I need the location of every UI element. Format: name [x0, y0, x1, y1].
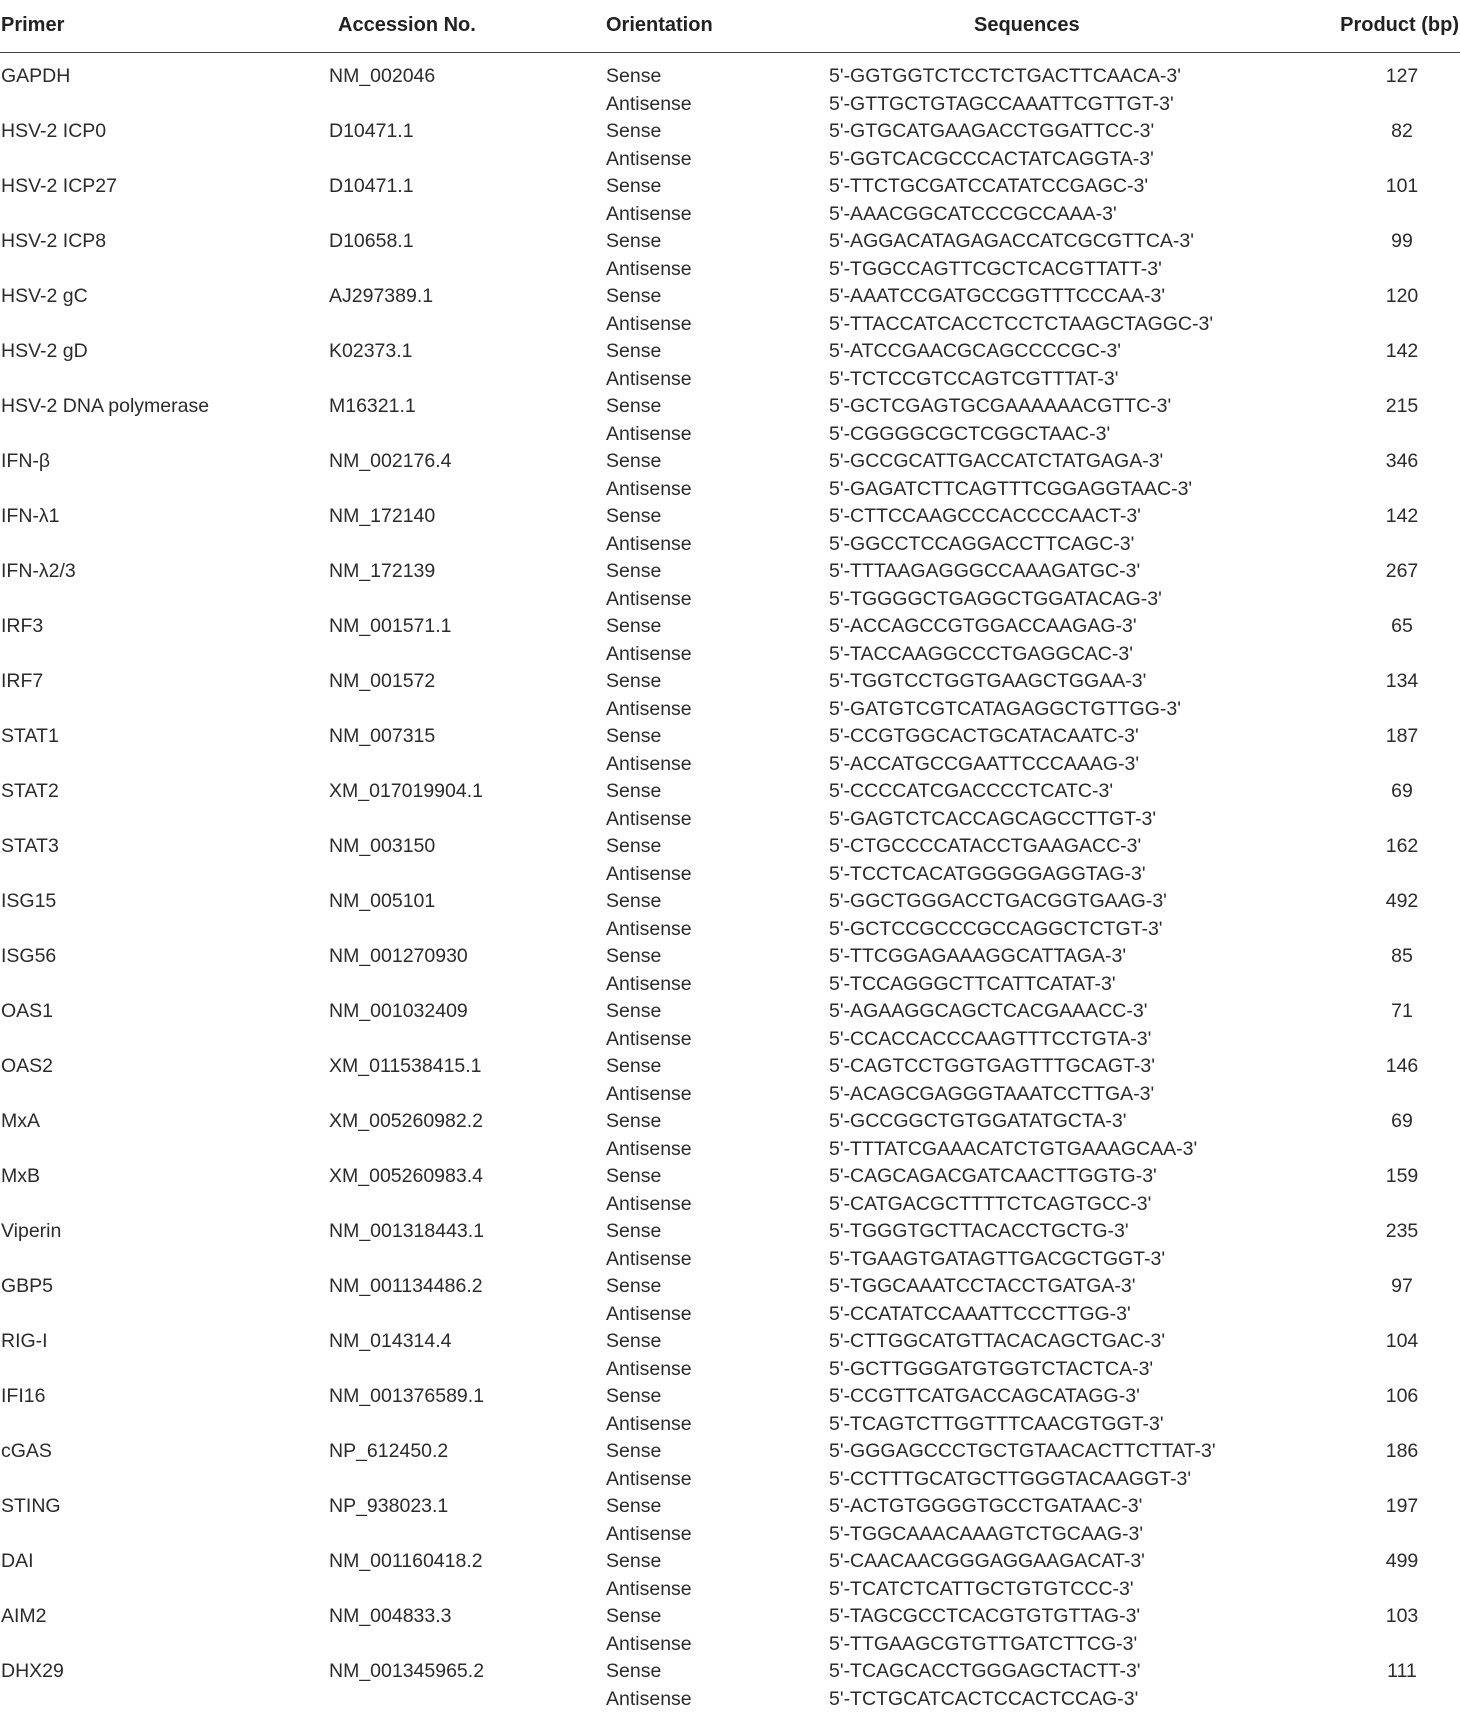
table-row — [0, 1163, 1460, 1191]
primer-name: cGAS — [1, 1438, 52, 1466]
sense-sequence: 5'-CAACAACGGGAGGAAGACAT-3' — [829, 1548, 1145, 1576]
antisense-sequence: 5'-CGGGGCGCTCGGCTAAC-3' — [829, 421, 1110, 449]
antisense-sequence: 5'-GATGTCGTCATAGAGGCTGTTGG-3' — [829, 696, 1181, 724]
product-size: 103 — [1376, 1603, 1428, 1631]
accession-number: NM_001134486.2 — [329, 1273, 483, 1301]
product-size: 215 — [1376, 393, 1428, 421]
product-size: 85 — [1376, 943, 1428, 971]
sense-sequence: 5'-ATCCGAACGCAGCCCCGC-3' — [829, 338, 1121, 366]
orientation-antisense: Antisense — [606, 696, 692, 724]
primer-name: DHX29 — [1, 1658, 64, 1686]
sense-sequence: 5'-AAATCCGATGCCGGTTTCCCAA-3' — [829, 283, 1165, 311]
antisense-sequence: 5'-CCACCACCCAAGTTTCCTGTA-3' — [829, 1026, 1151, 1054]
sense-sequence: 5'-TGGCAAATCCTACCTGATGA-3' — [829, 1273, 1135, 1301]
product-size: 106 — [1376, 1383, 1428, 1411]
orientation-sense: Sense — [606, 228, 661, 256]
primer-name: STING — [1, 1493, 61, 1521]
product-size: 111 — [1376, 1658, 1428, 1686]
product-size: 82 — [1376, 118, 1428, 146]
header-primer: Primer — [1, 14, 64, 37]
table-row — [0, 1108, 1460, 1136]
header-orientation: Orientation — [606, 14, 713, 37]
accession-number: NM_003150 — [329, 833, 435, 861]
orientation-sense: Sense — [606, 723, 661, 751]
table-row — [0, 668, 1460, 696]
accession-number: NM_001270930 — [329, 943, 468, 971]
accession-number: XM_005260983.4 — [329, 1163, 483, 1191]
product-size: 71 — [1376, 998, 1428, 1026]
table-row — [0, 1548, 1460, 1576]
table-row-antisense — [0, 1466, 1460, 1494]
antisense-sequence: 5'-GAGTCTCACCAGCAGCCTTGT-3' — [829, 806, 1156, 834]
primer-name: HSV-2 gC — [1, 283, 88, 311]
orientation-sense: Sense — [606, 503, 661, 531]
orientation-sense: Sense — [606, 613, 661, 641]
orientation-antisense: Antisense — [606, 641, 692, 669]
antisense-sequence: 5'-TTTATCGAAACATCTGTGAAAGCAA-3' — [829, 1136, 1197, 1164]
table-row — [0, 118, 1460, 146]
accession-number: NM_004833.3 — [329, 1603, 452, 1631]
table-row-antisense — [0, 1136, 1460, 1164]
accession-number: K02373.1 — [329, 338, 413, 366]
accession-number: NM_001160418.2 — [329, 1548, 483, 1576]
accession-number: NM_002176.4 — [329, 448, 452, 476]
header-sequences: Sequences — [974, 14, 1080, 37]
primer-name: HSV-2 ICP0 — [1, 118, 106, 146]
primer-name: Viperin — [1, 1218, 61, 1246]
primer-name: IFN-λ2/3 — [1, 558, 76, 586]
header-accession: Accession No. — [338, 14, 476, 37]
orientation-sense: Sense — [606, 338, 661, 366]
product-size: 197 — [1376, 1493, 1428, 1521]
table-row-antisense — [0, 421, 1460, 449]
accession-number: XM_005260982.2 — [329, 1108, 483, 1136]
accession-number: NM_005101 — [329, 888, 435, 916]
orientation-sense: Sense — [606, 1603, 661, 1631]
table-row — [0, 503, 1460, 531]
orientation-sense: Sense — [606, 1438, 661, 1466]
header-product: Product (bp) — [1340, 14, 1459, 37]
orientation-sense: Sense — [606, 1273, 661, 1301]
table-row — [0, 1438, 1460, 1466]
table-row — [0, 1328, 1460, 1356]
orientation-antisense: Antisense — [606, 476, 692, 504]
sense-sequence: 5'-GCCGCATTGACCATCTATGAGA-3' — [829, 448, 1163, 476]
orientation-antisense: Antisense — [606, 421, 692, 449]
table-row-antisense — [0, 916, 1460, 944]
accession-number: NP_612450.2 — [329, 1438, 448, 1466]
orientation-sense: Sense — [606, 118, 661, 146]
table-row — [0, 723, 1460, 751]
orientation-sense: Sense — [606, 283, 661, 311]
orientation-antisense: Antisense — [606, 1356, 692, 1384]
orientation-sense: Sense — [606, 63, 661, 91]
accession-number: NM_002046 — [329, 63, 435, 91]
primer-name: HSV-2 ICP27 — [1, 173, 117, 201]
orientation-sense: Sense — [606, 393, 661, 421]
product-size: 186 — [1376, 1438, 1428, 1466]
antisense-sequence: 5'-GGTCACGCCCACTATCAGGTA-3' — [829, 146, 1154, 174]
orientation-antisense: Antisense — [606, 1136, 692, 1164]
sense-sequence: 5'-CAGTCCTGGTGAGTTTGCAGT-3' — [829, 1053, 1155, 1081]
product-size: 99 — [1376, 228, 1428, 256]
antisense-sequence: 5'-TGGCCAGTTCGCTCACGTTATT-3' — [829, 256, 1162, 284]
antisense-sequence: 5'-AAACGGCATCCCGCCAAA-3' — [829, 201, 1117, 229]
antisense-sequence: 5'-TCAGTCTTGGTTTCAACGTGGT-3' — [829, 1411, 1164, 1439]
table-row — [0, 448, 1460, 476]
sense-sequence: 5'-CTGCCCCATACCTGAAGACC-3' — [829, 833, 1141, 861]
product-size: 159 — [1376, 1163, 1428, 1191]
orientation-sense: Sense — [606, 1163, 661, 1191]
orientation-antisense: Antisense — [606, 1081, 692, 1109]
primer-name: MxB — [1, 1163, 40, 1191]
orientation-antisense: Antisense — [606, 1026, 692, 1054]
sense-sequence: 5'-ACCAGCCGTGGACCAAGAG-3' — [829, 613, 1137, 641]
sense-sequence: 5'-GGTGGTCTCCTCTGACTTCAACA-3' — [829, 63, 1181, 91]
table-row — [0, 998, 1460, 1026]
table-row — [0, 1493, 1460, 1521]
primer-name: STAT2 — [1, 778, 59, 806]
table-row-antisense — [0, 806, 1460, 834]
orientation-sense: Sense — [606, 1218, 661, 1246]
orientation-antisense: Antisense — [606, 1466, 692, 1494]
primer-name: ISG56 — [1, 943, 56, 971]
sense-sequence: 5'-TTCGGAGAAAGGCATTAGA-3' — [829, 943, 1126, 971]
table-row — [0, 833, 1460, 861]
orientation-antisense: Antisense — [606, 1521, 692, 1549]
table-row — [0, 1658, 1460, 1686]
table-row — [0, 1053, 1460, 1081]
sense-sequence: 5'-TTCTGCGATCCATATCCGAGC-3' — [829, 173, 1148, 201]
sense-sequence: 5'-GTGCATGAAGACCTGGATTCC-3' — [829, 118, 1154, 146]
accession-number: D10471.1 — [329, 173, 414, 201]
table-row-antisense — [0, 366, 1460, 394]
sense-sequence: 5'-GGGAGCCCTGCTGTAACACTTCTTAT-3' — [829, 1438, 1216, 1466]
accession-number: NM_001032409 — [329, 998, 468, 1026]
product-size: 492 — [1376, 888, 1428, 916]
accession-number: D10658.1 — [329, 228, 414, 256]
antisense-sequence: 5'-TTACCATCACCTCCTCTAAGCTAGGC-3' — [829, 311, 1213, 339]
orientation-antisense: Antisense — [606, 531, 692, 559]
product-size: 69 — [1376, 1108, 1428, 1136]
product-size: 97 — [1376, 1273, 1428, 1301]
antisense-sequence: 5'-TGGCAAACAAAGTCTGCAAG-3' — [829, 1521, 1143, 1549]
product-size: 162 — [1376, 833, 1428, 861]
table-row — [0, 283, 1460, 311]
table-row — [0, 228, 1460, 256]
primer-name: OAS2 — [1, 1053, 53, 1081]
primer-name: HSV-2 ICP8 — [1, 228, 106, 256]
product-size: 142 — [1376, 338, 1428, 366]
product-size: 499 — [1376, 1548, 1428, 1576]
sense-sequence: 5'-CCGTGGCACTGCATACAATC-3' — [829, 723, 1139, 751]
antisense-sequence: 5'-GCTTGGGATGTGGTCTACTCA-3' — [829, 1356, 1153, 1384]
accession-number: XM_017019904.1 — [329, 778, 483, 806]
antisense-sequence: 5'-TCTCCGTCCAGTCGTTTAT-3' — [829, 366, 1118, 394]
table-row — [0, 558, 1460, 586]
product-size: 146 — [1376, 1053, 1428, 1081]
antisense-sequence: 5'-TCATCTCATTGCTGTGTCCC-3' — [829, 1576, 1134, 1604]
primer-name: AIM2 — [1, 1603, 47, 1631]
table-row-antisense — [0, 476, 1460, 504]
product-size: 101 — [1376, 173, 1428, 201]
table-row-antisense — [0, 1576, 1460, 1604]
orientation-antisense: Antisense — [606, 1191, 692, 1219]
table-row-antisense — [0, 1411, 1460, 1439]
orientation-sense: Sense — [606, 1328, 661, 1356]
primer-name: HSV-2 DNA polymerase — [1, 393, 209, 421]
antisense-sequence: 5'-GAGATCTTCAGTTTCGGAGGTAAC-3' — [829, 476, 1192, 504]
table-row-antisense — [0, 1301, 1460, 1329]
table-row-antisense — [0, 1521, 1460, 1549]
sense-sequence: 5'-AGGACATAGAGACCATCGCGTTCA-3' — [829, 228, 1194, 256]
table-row-antisense — [0, 1191, 1460, 1219]
product-size: 187 — [1376, 723, 1428, 751]
product-size: 120 — [1376, 283, 1428, 311]
orientation-sense: Sense — [606, 778, 661, 806]
primer-name: OAS1 — [1, 998, 53, 1026]
sense-sequence: 5'-AGAAGGCAGCTCACGAAACC-3' — [829, 998, 1147, 1026]
table-row-antisense — [0, 91, 1460, 119]
product-size: 235 — [1376, 1218, 1428, 1246]
sense-sequence: 5'-CCGTTCATGACCAGCATAGG-3' — [829, 1383, 1140, 1411]
table-row — [0, 393, 1460, 421]
antisense-sequence: 5'-CCATATCCAAATTCCCTTGG-3' — [829, 1301, 1131, 1329]
sense-sequence: 5'-TGGGTGCTTACACCTGCTG-3' — [829, 1218, 1129, 1246]
table-row-antisense — [0, 1686, 1460, 1713]
accession-number: NM_014314.4 — [329, 1328, 452, 1356]
primer-name: IRF3 — [1, 613, 43, 641]
table-row-antisense — [0, 1246, 1460, 1274]
table-row-antisense — [0, 751, 1460, 779]
orientation-antisense: Antisense — [606, 1301, 692, 1329]
table-row — [0, 1273, 1460, 1301]
product-size: 69 — [1376, 778, 1428, 806]
primer-name: ISG15 — [1, 888, 56, 916]
table-row — [0, 1383, 1460, 1411]
orientation-antisense: Antisense — [606, 366, 692, 394]
orientation-sense: Sense — [606, 173, 661, 201]
orientation-sense: Sense — [606, 1548, 661, 1576]
table-row-antisense — [0, 586, 1460, 614]
orientation-antisense: Antisense — [606, 1246, 692, 1274]
table-row-antisense — [0, 531, 1460, 559]
orientation-sense: Sense — [606, 1108, 661, 1136]
primer-name: GBP5 — [1, 1273, 53, 1301]
antisense-sequence: 5'-GTTGCTGTAGCCAAATTCGTTGT-3' — [829, 91, 1174, 119]
sense-sequence: 5'-TTTAAGAGGGCCAAAGATGC-3' — [829, 558, 1140, 586]
antisense-sequence: 5'-CATGACGCTTTTCTCAGTGCC-3' — [829, 1191, 1151, 1219]
accession-number: D10471.1 — [329, 118, 414, 146]
table-row — [0, 888, 1460, 916]
orientation-antisense: Antisense — [606, 91, 692, 119]
orientation-sense: Sense — [606, 1383, 661, 1411]
table-row — [0, 338, 1460, 366]
table-row — [0, 613, 1460, 641]
orientation-sense: Sense — [606, 1493, 661, 1521]
antisense-sequence: 5'-TGAAGTGATAGTTGACGCTGGT-3' — [829, 1246, 1165, 1274]
antisense-sequence: 5'-GGCCTCCAGGACCTTCAGC-3' — [829, 531, 1134, 559]
accession-number: M16321.1 — [329, 393, 416, 421]
table-row-antisense — [0, 311, 1460, 339]
orientation-antisense: Antisense — [606, 201, 692, 229]
orientation-antisense: Antisense — [606, 806, 692, 834]
orientation-sense: Sense — [606, 448, 661, 476]
table-row-antisense — [0, 1081, 1460, 1109]
orientation-antisense: Antisense — [606, 1631, 692, 1659]
orientation-antisense: Antisense — [606, 751, 692, 779]
primer-name: STAT1 — [1, 723, 59, 751]
table-row — [0, 173, 1460, 201]
antisense-sequence: 5'-TCCAGGGCTTCATTCATAT-3' — [829, 971, 1116, 999]
table-row-antisense — [0, 1026, 1460, 1054]
orientation-sense: Sense — [606, 558, 661, 586]
sense-sequence: 5'-CAGCAGACGATCAACTTGGTG-3' — [829, 1163, 1157, 1191]
product-size: 346 — [1376, 448, 1428, 476]
primer-name: IFN-β — [1, 448, 50, 476]
table-row — [0, 943, 1460, 971]
sense-sequence: 5'-GGCTGGGACCTGACGGTGAAG-3' — [829, 888, 1167, 916]
primer-name: IRF7 — [1, 668, 43, 696]
accession-number: XM_011538415.1 — [329, 1053, 482, 1081]
orientation-antisense: Antisense — [606, 861, 692, 889]
accession-number: NM_172140 — [329, 503, 435, 531]
product-size: 65 — [1376, 613, 1428, 641]
orientation-antisense: Antisense — [606, 1411, 692, 1439]
product-size: 127 — [1376, 63, 1428, 91]
sense-sequence: 5'-TGGTCCTGGTGAAGCTGGAA-3' — [829, 668, 1146, 696]
sense-sequence: 5'-GCTCGAGTGCGAAAAAACGTTC-3' — [829, 393, 1171, 421]
primer-name: HSV-2 gD — [1, 338, 88, 366]
table-row-antisense — [0, 971, 1460, 999]
product-size: 134 — [1376, 668, 1428, 696]
sense-sequence: 5'-CTTGGCATGTTACACAGCTGAC-3' — [829, 1328, 1165, 1356]
primer-name: GAPDH — [1, 63, 70, 91]
sense-sequence: 5'-GCCGGCTGTGGATATGCTA-3' — [829, 1108, 1126, 1136]
accession-number: NM_001345965.2 — [329, 1658, 484, 1686]
orientation-antisense: Antisense — [606, 1686, 692, 1713]
primer-name: STAT3 — [1, 833, 59, 861]
table-row — [0, 778, 1460, 806]
sense-sequence: 5'-CTTCCAAGCCCACCCCAACT-3' — [829, 503, 1141, 531]
table-row-antisense — [0, 696, 1460, 724]
orientation-sense: Sense — [606, 1658, 661, 1686]
orientation-sense: Sense — [606, 833, 661, 861]
table-row-antisense — [0, 1631, 1460, 1659]
accession-number: AJ297389.1 — [329, 283, 433, 311]
antisense-sequence: 5'-TGGGGCTGAGGCTGGATACAG-3' — [829, 586, 1162, 614]
table-row — [0, 1218, 1460, 1246]
primer-name: MxA — [1, 1108, 40, 1136]
orientation-sense: Sense — [606, 668, 661, 696]
accession-number: NM_001571.1 — [329, 613, 452, 641]
antisense-sequence: 5'-CCTTTGCATGCTTGGGTACAAGGT-3' — [829, 1466, 1191, 1494]
antisense-sequence: 5'-ACCATGCCGAATTCCCAAAG-3' — [829, 751, 1139, 779]
primer-name: RIG-I — [1, 1328, 48, 1356]
table-row — [0, 63, 1460, 91]
antisense-sequence: 5'-TTGAAGCGTGTTGATCTTCG-3' — [829, 1631, 1137, 1659]
primer-name: IFI16 — [1, 1383, 45, 1411]
sense-sequence: 5'-TAGCGCCTCACGTGTGTTAG-3' — [829, 1603, 1140, 1631]
sense-sequence: 5'-CCCCATCGACCCCTCATC-3' — [829, 778, 1113, 806]
primer-name: IFN-λ1 — [1, 503, 60, 531]
product-size: 267 — [1376, 558, 1428, 586]
accession-number: NP_938023.1 — [329, 1493, 448, 1521]
orientation-antisense: Antisense — [606, 971, 692, 999]
table-row-antisense — [0, 201, 1460, 229]
orientation-sense: Sense — [606, 998, 661, 1026]
accession-number: NM_001318443.1 — [329, 1218, 484, 1246]
table-row — [0, 1603, 1460, 1631]
orientation-antisense: Antisense — [606, 916, 692, 944]
orientation-antisense: Antisense — [606, 311, 692, 339]
antisense-sequence: 5'-ACAGCGAGGGTAAATCCTTGA-3' — [829, 1081, 1154, 1109]
antisense-sequence: 5'-TACCAAGGCCCTGAGGCAC-3' — [829, 641, 1133, 669]
orientation-antisense: Antisense — [606, 256, 692, 284]
orientation-sense: Sense — [606, 943, 661, 971]
product-size: 142 — [1376, 503, 1428, 531]
orientation-sense: Sense — [606, 888, 661, 916]
orientation-antisense: Antisense — [606, 1576, 692, 1604]
accession-number: NM_001376589.1 — [329, 1383, 484, 1411]
table-row-antisense — [0, 641, 1460, 669]
accession-number: NM_001572 — [329, 668, 435, 696]
table-row-antisense — [0, 1356, 1460, 1384]
orientation-sense: Sense — [606, 1053, 661, 1081]
table-row-antisense — [0, 146, 1460, 174]
orientation-antisense: Antisense — [606, 586, 692, 614]
antisense-sequence: 5'-TCTGCATCACTCCACTCCAG-3' — [829, 1686, 1138, 1713]
accession-number: NM_007315 — [329, 723, 435, 751]
accession-number: NM_172139 — [329, 558, 435, 586]
orientation-antisense: Antisense — [606, 146, 692, 174]
product-size: 104 — [1376, 1328, 1428, 1356]
table-row-antisense — [0, 256, 1460, 284]
antisense-sequence: 5'-TCCTCACATGGGGGAGGTAG-3' — [829, 861, 1146, 889]
sense-sequence: 5'-ACTGTGGGGTGCCTGATAAC-3' — [829, 1493, 1142, 1521]
table-row-antisense — [0, 861, 1460, 889]
antisense-sequence: 5'-GCTCCGCCCGCCAGGCTCTGT-3' — [829, 916, 1163, 944]
sense-sequence: 5'-TCAGCACCTGGGAGCTACTT-3' — [829, 1658, 1141, 1686]
table-header-row — [0, 0, 1460, 53]
primer-name: DAI — [1, 1548, 34, 1576]
